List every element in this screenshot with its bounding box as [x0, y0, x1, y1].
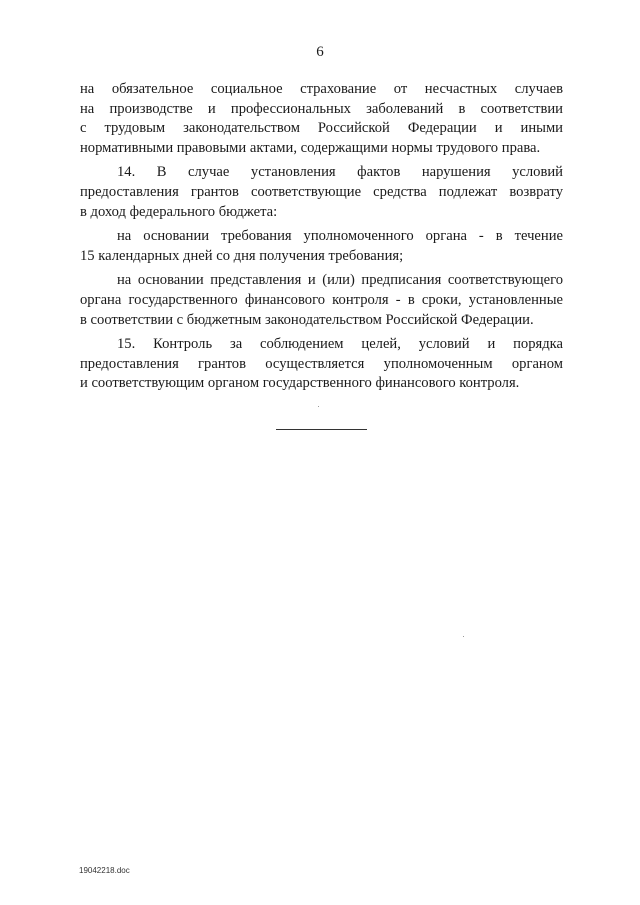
text-line: и соответствующим органом государственного финансового контроля.: [80, 375, 520, 392]
end-of-document-divider: [276, 429, 367, 430]
text-line: на основании представления и (или) предписания соответствующего: [117, 272, 563, 289]
text-line: 15 календарных дней со дня получения требования;: [80, 247, 404, 264]
paragraph-item-15: [80, 335, 563, 394]
paragraph-subitem-presentation: [80, 271, 563, 330]
text-line: 14. В случае установления фактов нарушения условий: [117, 164, 563, 181]
document-body: [80, 80, 563, 394]
text-line: в соответствии с бюджетным законодательством Российской Федерации.: [80, 311, 534, 328]
text-line: на основании требования уполномоченного органа - в течение: [117, 228, 563, 245]
text-line: нормативными правовыми актами, содержащими нормы трудового права.: [80, 139, 541, 156]
scan-speck: [463, 636, 464, 637]
text-line: органа государственного финансового контроля - в сроки, установленные: [80, 291, 563, 308]
text-line: в доход федерального бюджета:: [80, 203, 278, 220]
text-line: 15. Контроль за соблюдением целей, условий и порядка: [117, 336, 563, 353]
text-line: предоставления грантов соответствующие средства подлежат возврату: [80, 183, 563, 200]
footer-filename: 19042218.doc: [79, 866, 130, 875]
text-line: на обязательное социальное страхование от несчастных случаев: [80, 81, 563, 97]
text-line: с трудовым законодательством Российской Федерации и иными: [80, 120, 563, 137]
paragraph-item-14: [80, 163, 563, 222]
text-line: предоставления грантов осуществляется уполномоченным органом: [80, 355, 563, 372]
scan-speck: [318, 406, 319, 407]
paragraph-subitem-requirement: [80, 227, 563, 266]
paragraph-continuation: [80, 80, 563, 158]
text-line: на производстве и профессиональных заболеваний в соответствии: [80, 100, 563, 117]
page-number: 6: [316, 44, 324, 60]
